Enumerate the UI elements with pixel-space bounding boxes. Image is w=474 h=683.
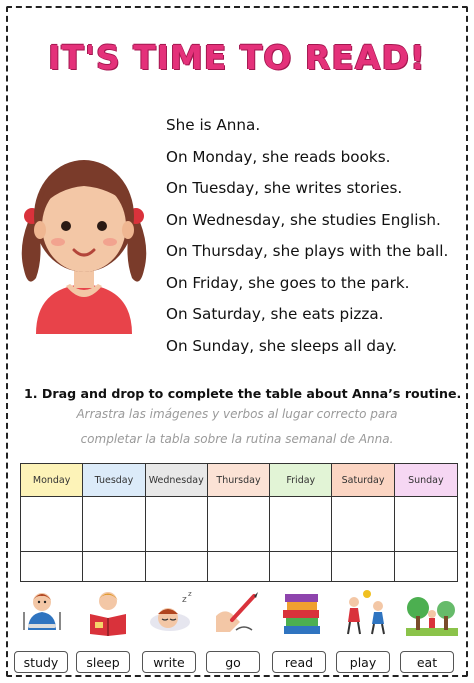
story-line: On Tuesday, she writes stories. bbox=[166, 179, 403, 197]
exercise-instruction-spanish: Arrastra las imágenes y verbos al lugar correcto para bbox=[76, 407, 398, 421]
story-line: On Monday, she reads books. bbox=[166, 147, 391, 166]
day-header-wednesday: Wednesday bbox=[146, 464, 208, 497]
boy-eating-icon[interactable] bbox=[16, 588, 68, 636]
verb-chip-play[interactable]: play bbox=[336, 651, 390, 673]
verb-drop-zone-tuesday[interactable] bbox=[83, 552, 145, 581]
boy-reading-book-icon[interactable] bbox=[82, 588, 134, 636]
picture-drop-zone-friday[interactable] bbox=[270, 497, 332, 552]
verb-chip-sleep[interactable]: sleep bbox=[76, 651, 130, 673]
story-text bbox=[166, 114, 470, 366]
sleeping-face-icon[interactable] bbox=[146, 588, 198, 636]
exercise-instruction: 1. Drag and drop to complete the table about Anna’s routine. bbox=[24, 386, 462, 401]
story-line: On Sunday, she sleeps all day. bbox=[166, 336, 397, 355]
picture-drop-zone-sunday[interactable] bbox=[395, 497, 457, 552]
kids-playing-ball-icon[interactable] bbox=[340, 588, 392, 636]
day-header-tuesday: Tuesday bbox=[83, 464, 145, 497]
draggable-pictures bbox=[14, 588, 464, 638]
verb-drop-zone-wednesday[interactable] bbox=[146, 552, 208, 581]
girl-anna-illustration-icon bbox=[14, 138, 154, 334]
day-header-sunday: Sunday bbox=[395, 464, 457, 497]
day-header-monday: Monday bbox=[21, 464, 83, 497]
verb-chip-eat[interactable]: eat bbox=[400, 651, 454, 673]
hand-writing-icon[interactable] bbox=[210, 588, 262, 636]
svg-text:z: z bbox=[188, 590, 192, 598]
svg-text:z: z bbox=[182, 595, 187, 605]
story-line: On Wednesday, she studies English. bbox=[166, 210, 441, 229]
page-title: IT'S TIME TO READ! bbox=[48, 38, 426, 77]
story-line: She is Anna. bbox=[166, 116, 261, 134]
story-line: On Friday, she goes to the park. bbox=[166, 273, 410, 292]
stack-of-books-icon[interactable] bbox=[276, 588, 328, 636]
verb-drop-zone-sunday[interactable] bbox=[395, 552, 457, 581]
exercise-instruction-spanish: completar la tabla sobre la rutina semanal de Anna. bbox=[80, 432, 394, 446]
story-line: On Saturday, she eats pizza. bbox=[166, 305, 384, 323]
verb-chip-write[interactable]: write bbox=[142, 651, 196, 673]
story-line: On Thursday, she plays with the ball. bbox=[166, 242, 449, 260]
verb-chip-go[interactable]: go bbox=[206, 651, 260, 673]
picture-drop-zone-monday[interactable] bbox=[21, 497, 83, 552]
picture-drop-zone-tuesday[interactable] bbox=[83, 497, 145, 552]
day-header-saturday: Saturday bbox=[332, 464, 394, 497]
day-header-friday: Friday bbox=[270, 464, 332, 497]
verb-drop-zone-saturday[interactable] bbox=[332, 552, 394, 581]
picture-drop-zone-thursday[interactable] bbox=[208, 497, 270, 552]
park-icon[interactable] bbox=[406, 588, 458, 636]
verb-chip-read[interactable]: read bbox=[272, 651, 326, 673]
picture-drop-zone-wednesday[interactable] bbox=[146, 497, 208, 552]
day-header-thursday: Thursday bbox=[208, 464, 270, 497]
routine-table bbox=[20, 463, 458, 582]
verb-drop-zone-monday[interactable] bbox=[21, 552, 83, 581]
picture-drop-zone-saturday[interactable] bbox=[332, 497, 394, 552]
verb-drop-zone-friday[interactable] bbox=[270, 552, 332, 581]
verb-chip-study[interactable]: study bbox=[14, 651, 68, 673]
verb-drop-zone-thursday[interactable] bbox=[208, 552, 270, 581]
draggable-verbs bbox=[0, 651, 474, 675]
